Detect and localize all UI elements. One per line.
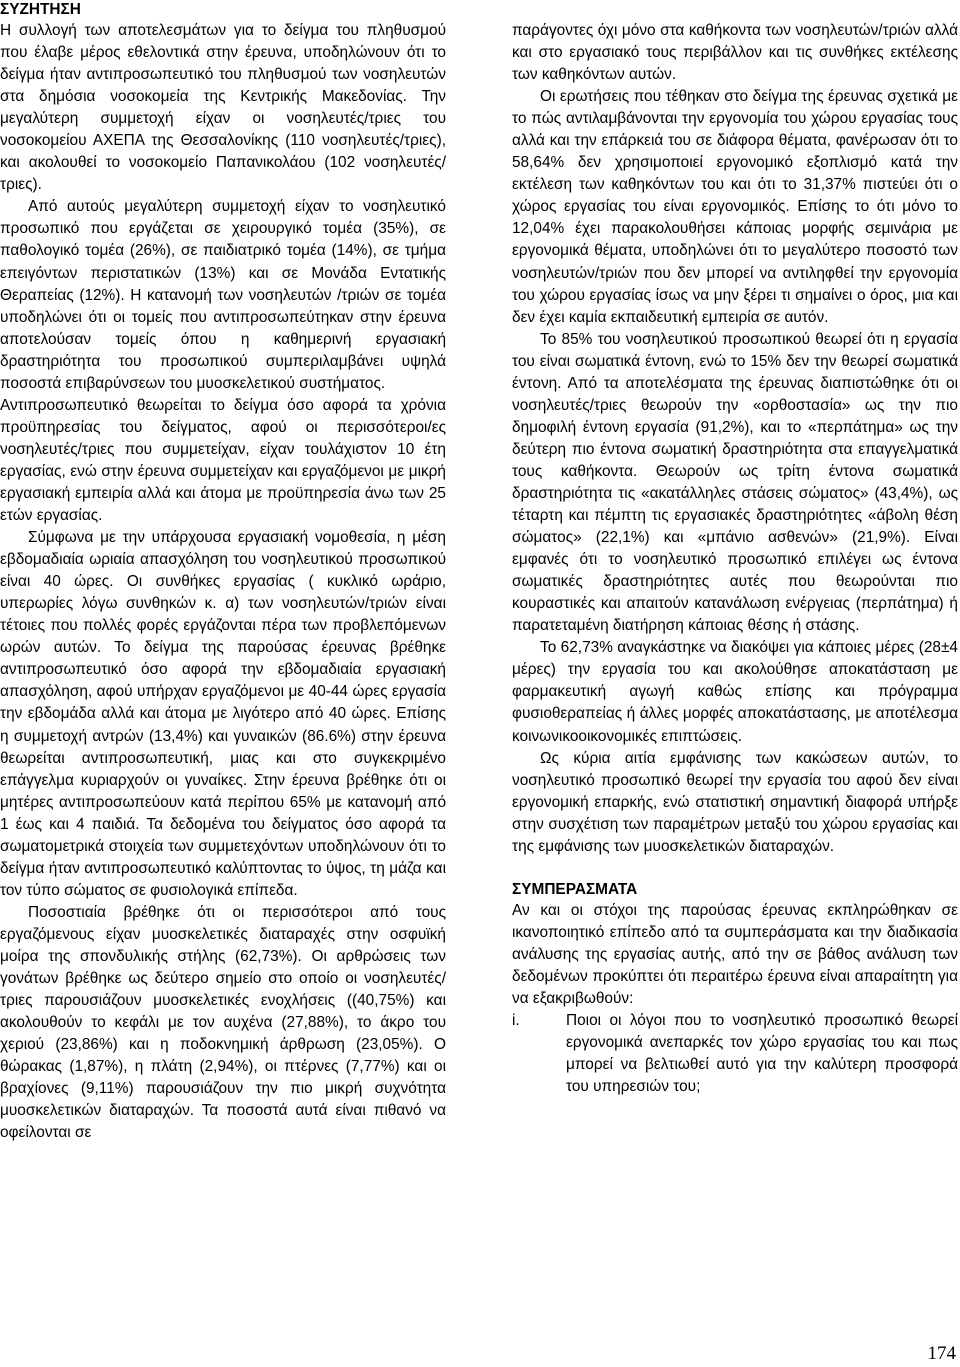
- paragraph: Από αυτούς μεγαλύτερη συμμετοχή είχαν το νοσηλευτικό προσωπικό που εργάζεται σε χειρουργικό τομέα (35%), σε παθολογικό τομέα (26%), σε παιδιατρικό τομέα (14%), σε τμήμα επειγόντων περιστατικών (13%) και σε Μονάδα Εντατικής Θεραπείας (12%). Η κατανομή των νοσηλευτών /τριών σε τομέα υποδηλώνει ότι οι τομείς που αντιπροσωπεύτηκαν στην έρευνα αποτελούσαν τομείς όπου η καθημερινή εργασιακή δραστηριότητα του προσωπικού συμπεριλαμβάνει υψηλά ποσοστά επιβαρύνσεων του μυοσκελετικού συστήματος.: [0, 198, 446, 392]
- paragraph: παράγοντες όχι μόνο στα καθήκοντα των νοσηλευτών/τριών αλλά και στο εργασιακό τους περιβάλλον και τις συνθήκες εκτέλεσης των καθηκόντων αυτών.: [512, 22, 958, 84]
- conclusions-heading: ΣΥΜΠΕΡΑΣΜΑΤΑ: [512, 880, 638, 898]
- paragraph: Οι ερωτήσεις που τέθηκαν στο δείγμα της έρευνας σχετικά με το πώς αντιλαμβάνονται την εργονομία του χώρου εργασίας τους αλλά και την επάρκειά του σε διάφορα θέματα, φανέρωσαν ότι το 58,64% δεν χρησιμοποιεί εργονομικό εξοπλισμό κατά την εκτέλεση των καθηκόντων του και ότι το 31,37% πιστεύει ότι ο χώρος εργασίας του είναι εργονομικός. Επίσης το ότι μόνο το 12,04% έχει παρακολουθήσει κάποιας μορφής σεμινάρια με εργονομικά θέματα, υποδηλώνει ότι το μεγαλύτερο ποσοστό των νοσηλευτών/τριών που δεν μπορεί να αντιληφθεί την εργονομία του χώρου εργασίας ίσως να μην ξέρει τι σημαίνει ο όρος, μια και δεν έχει καμία εκπαιδευτική εμπειρία σε αυτόν.: [512, 88, 958, 326]
- paragraph: Αν και οι στόχοι της παρούσας έρευνας εκπληρώθηκαν σε ικανοποιητικό επίπεδο από τα συμπεράσματα και την διαδικασία ανάλυσης της εργασίας αυτής, από την σε βάθος ανάλυση των δεδομένων προκύπτει ότι περαιτέρω έρευνα είναι απαραίτητη για να εξακριβωθούν:: [512, 901, 958, 1007]
- paragraph: Ως κύρια αιτία εμφάνισης των κακώσεων αυτών, το νοσηλευτικό προσωπικό θεωρεί την εργασία του αφού δεν είναι εργονομική επαρκής, ενώ στατιστική σημαντική διαφορά υπήρξε στην συσχέτιση των παραμέτρων μεταξύ του χώρου εργασίας και της εμφάνισης των μυοσκελετικών διαταραχών.: [512, 749, 958, 855]
- paragraph: Ποσοστιαία βρέθηκε ότι οι περισσότεροι από τους εργαζόμενους είχαν μυοσκελετικές διαταραχές στην οσφυϊκή μοίρα της σπονδυλικής στήλης (62,73%). Οι αρθρώσεις των γονάτων βρέθηκε ως δεύτερο σημείο στο οποίο οι νοσηλευτές/τριες παρουσιάζουν μυοσκελετικές ενοχλήσεις ((40,75%) και ακολουθούν το κεφάλι με τον αυχένα (27,88%), το άκρο του χεριού (23,86%) και η ποδοκνημική άρθρωση (23,05%). Ο θώρακας (1,87%), η πλάτη (2,94%), οι πτέρνες (7,77%) και οι βραχίονες (9,11%) παρουσιάζουν την πιο μικρή συχνότητα μυοσκελετικών διαταραχών. Τα ποσοστά αυτά είναι πιθανό να οφείλονται σε: [0, 903, 446, 1142]
- paragraph: Το 62,73% αναγκάστηκε να διακόψει για κάποιες μέρες (28±4 μέρες) την εργασία του και ακολούθησε αποκατάσταση με φαρμακευτική αγωγή καθώς επίσης και πρόγραμμα φυσιοθεραπείας ή άλλες μορφές αποκατάστασης, με αποτέλεσμα κοινωνικοοικονομικές επιπτώσεις.: [512, 639, 958, 745]
- left-column: [0, 0, 446, 1144]
- list-item-text: Ποιοι οι λόγοι που το νοσηλευτικό προσωπικό θεωρεί εργονομικά ανεπαρκές τον χώρο εργασίας του και πως μπορεί να βελτιωθεί αυτό για την καλύτερη προσφορά του υπηρεσιών του;: [566, 1012, 958, 1096]
- paragraph: Η συλλογή των αποτελεσμάτων για το δείγμα του πληθυσμού που έλαβε μέρος εθελοντικά στην έρευνα, υποδηλώνουν ότι το δείγμα ήταν αντιπροσωπευτικό του πληθυσμού των νοσηλευτών στα δημόσια νοσοκομεία της Κεντρικής Μακεδονίας. Την μεγαλύτερη συμμετοχή είχαν οι νοσηλευτές/τριες του νοσοκομείου ΑΧΕΠΑ της Θεσσαλονίκης (110 νοσηλευτές/τριες), και ακολουθεί το νοσοκομείο Παπανικολάου (102 νοσηλευτές/τριες).: [0, 22, 446, 194]
- right-column: [512, 20, 958, 1098]
- list-item: [512, 1010, 958, 1098]
- paragraph: Αντιπροσωπευτικό θεωρείται το δείγμα όσο αφορά τα χρόνια προϋπηρεσίας του δείγματος, αφού οι περισσότεροι/ες νοσηλευτές/τριες που συμμετείχαν, είχαν τουλάχιστον 10 έτη εργασίας, ενώ στην έρευνα συμμετείχαν και εργαζόμενοι με μικρή εργασιακή εμπειρία αλλά και άτομα με προϋπηρεσία άνω των 25 ετών εργασίας.: [0, 396, 446, 525]
- page-number: 174: [927, 1343, 956, 1364]
- paragraph: Σύμφωνα με την υπάρχουσα εργασιακή νομοθεσία, η μέση εβδομαδιαία ωριαία απασχόληση του νοσηλευτικού προσωπικού είναι 40 ώρες. Οι συνθήκες εργασίας ( κυκλικό ωράριο, υπερωρίες λόγω συνθηκών κ. α) των νοσηλευτών/τριών είναι τέτοιες που πολλές φορές εργάζονται πέρα των προβλεπόμενων ωρών αυτών. Το δείγμα της παρούσας έρευνας βρέθηκε αντιπροσωπευτικό όσο αφορά την εβδομαδιαία εργασιακή απασχόληση, αφού υπήρχαν εργαζόμενοι με 40-44 ώρες εργασία την εβδομάδα αλλά και άτομα με λιγότερο από 40 ώρες. Επίσης η συμμετοχή αντρών (13,4%) και γυναικών (86.6%) στην έρευνα θεωρείται αντιπροσωπευτική, μιας και στο συγκεκριμένο επάγγελμα κυριαρχούν οι γυναίκες. Στην έρευνα βρέθηκε ότι οι μητέρες αντιπροσωπεύουν κατά περίπου 65% με κατανομή από 1 έως και 4 παιδιά. Τα δεδομένα του δείγματος όσο αφορά τα σωματομετρικά στοιχεία των συμμετεχόντων υποδηλώνουν ότι το δείγμα ήταν αντιπροσωπευτικό καλύπτοντας το ύψος, τη μάζα και τον τύπο σώματος σε φυσιολογικά επίπεδα.: [0, 529, 446, 899]
- discussion-heading: ΣΥΖΗΤΗΣΗ: [0, 1, 81, 18]
- paragraph: Το 85% του νοσηλευτικού προσωπικού θεωρεί ότι η εργασία του είναι σωματικά έντονη, ενώ το 15% δεν την θεωρεί σωματικά έντονη. Από τα αποτελέσματα της έρευνας διαπιστώθηκε ότι οι νοσηλευτές/τριες θεωρούν την «ορθοστασία» ως την πιο δημοφιλή έντονη εργασία (91,2%), και το «περπάτημα» ως την δεύτερη πιο έντονα σωματική δραστηριότητα στα επαγγελματικά τους καθήκοντα. Θεωρούν ως τρίτη έντονα σωματικά δραστηριότητα τις «ακατάλληλες στάσεις σώματος» (43,4%), ως τέταρτη και πέμπτη τις εργασιακές δραστηριότητες «άβολη θέση σώματος» (22,1%) και «μπάνιο ασθενών» (21,9%). Είναι εμφανές ότι το νοσηλευτικό προσωπικό επιλέγει ως έντονα σωματικές δραστηριότητες αυτές που θεωρούνται πιο κουραστικές και απαιτούν κατανάλωση ενέργειας (περπάτημα) ή παρατεταμένη διατήρηση κάποιας θέσης ή στάσης.: [512, 330, 958, 635]
- conclusions-list: [512, 1010, 958, 1098]
- list-marker: i.: [512, 1012, 520, 1030]
